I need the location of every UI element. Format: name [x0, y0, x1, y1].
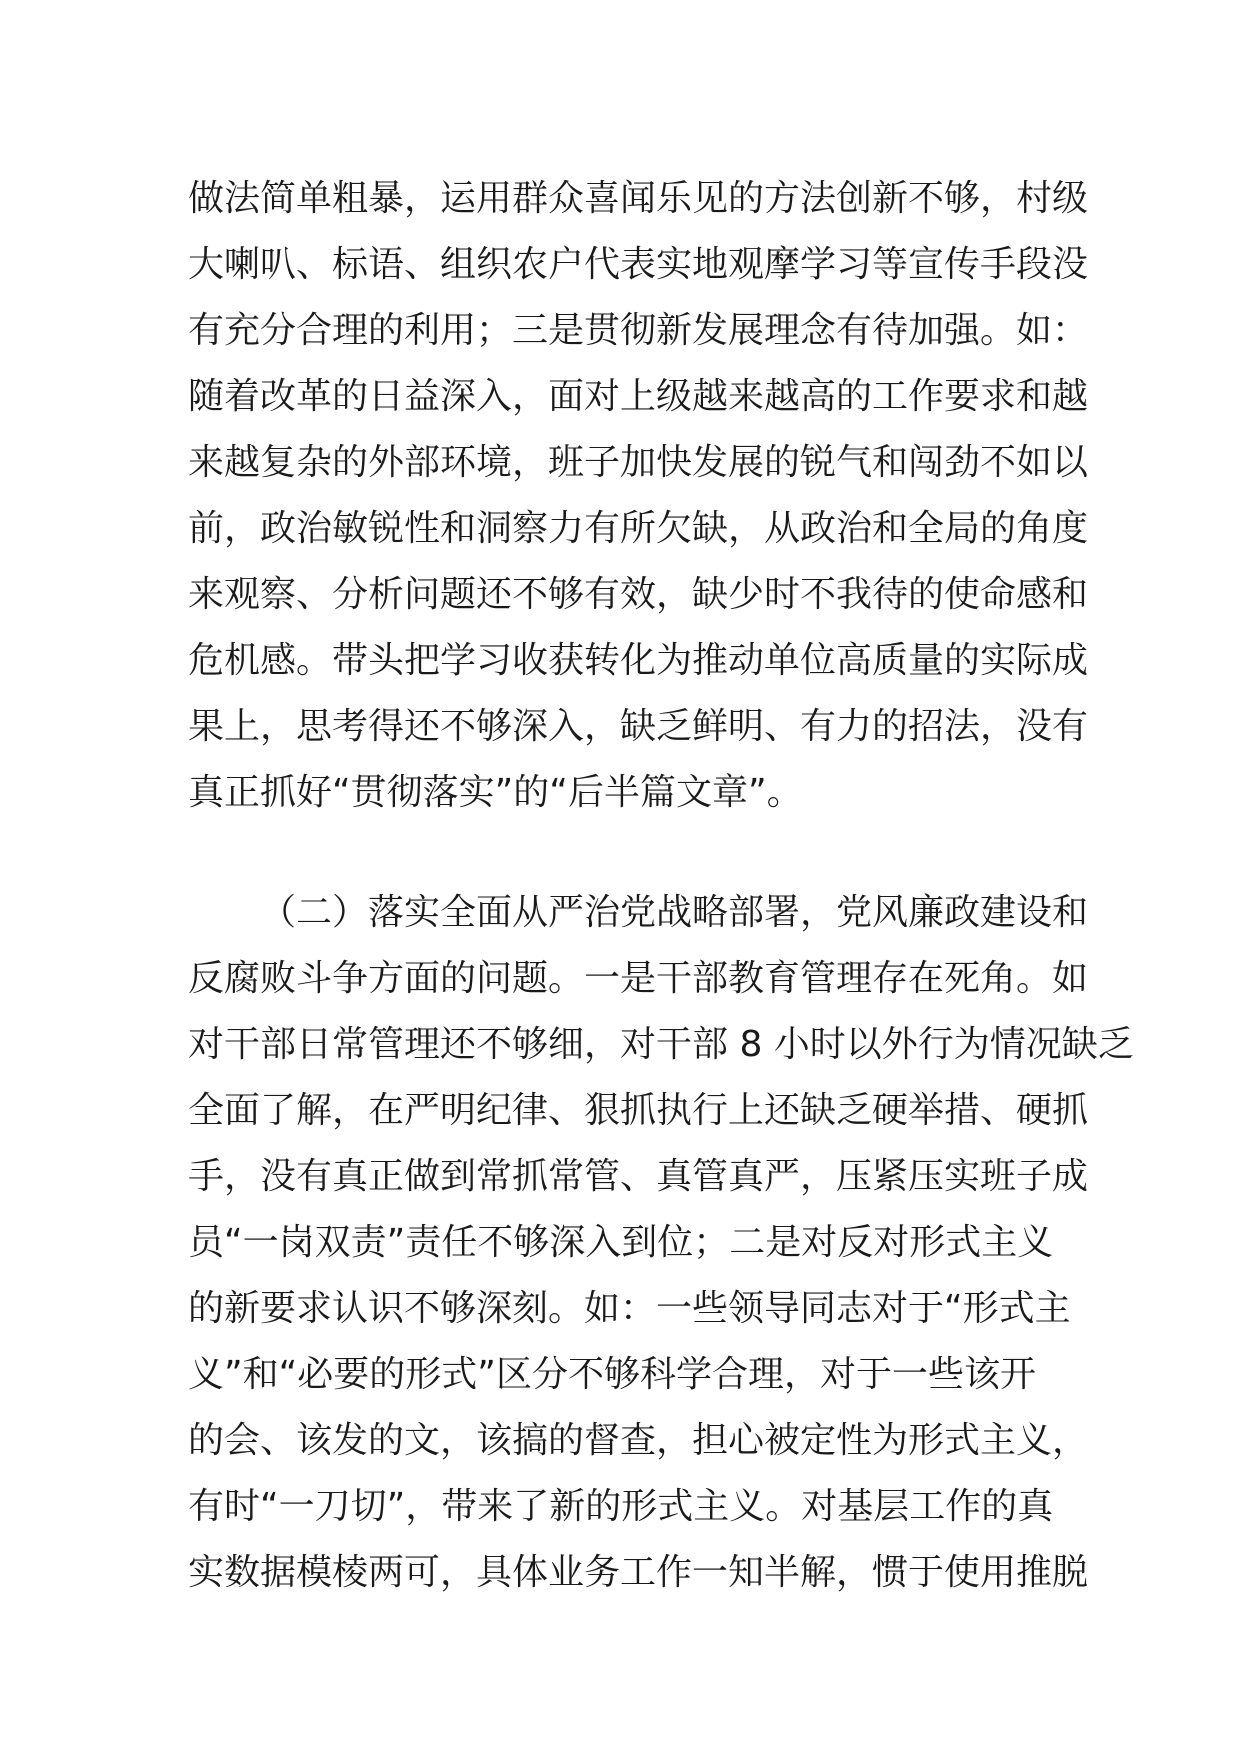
paragraph-line: 有时“一刀切”，带来了新的形式主义。对基层工作的真 [188, 1486, 1054, 1527]
paragraph-line: 来观察、分析问题还不够有效，缺少时不我待的使命感和 [188, 574, 1089, 615]
paragraph-continued [188, 166, 1089, 826]
section-heading-line: （二）落实全面从严治党战略部署，党风廉政建设和 [260, 892, 1089, 933]
paragraph-line: 反腐败斗争方面的问题。一是干部教育管理存在死角。如 [188, 958, 1089, 999]
paragraph-line: 真正抓好“贯彻落实”的“后半篇文章”。 [188, 772, 803, 813]
paragraph-line: 有充分合理的利用；三是贯彻新发展理念有待加强。如： [188, 310, 1089, 351]
paragraph-line: 对干部日常管理还不够细，对干部 8 小时以外行为情况缺乏 [188, 1024, 1134, 1065]
paragraph-line: 实数据模棱两可，具体业务工作一知半解，惯于使用推脱 [188, 1552, 1089, 1593]
paragraph-line: 来越复杂的外部环境，班子加快发展的锐气和闯劲不如以 [188, 442, 1089, 483]
section-paragraph [188, 880, 1134, 1606]
paragraph-line: 手，没有真正做到常抓常管、真管真严，压紧压实班子成 [188, 1156, 1089, 1197]
paragraph-line: 大喇叭、标语、组织农户代表实地观摩学习等宣传手段没 [188, 244, 1089, 285]
paragraph-line: 的会、该发的文，该搞的督查，担心被定性为形式主义， [188, 1420, 1089, 1461]
paragraph-line: 全面了解，在严明纪律、狠抓执行上还缺乏硬举措、硬抓 [188, 1090, 1089, 1131]
paragraph-line: 的新要求认识不够深刻。如：一些领导同志对于“形式主 [188, 1288, 1071, 1329]
paragraph-line: 随着改革的日益深入，面对上级越来越高的工作要求和越 [188, 376, 1089, 417]
paragraph-line: 义”和“必要的形式”区分不够科学合理，对于一些该开 [188, 1354, 1036, 1395]
paragraph-line: 果上，思考得还不够深入，缺乏鲜明、有力的招法，没有 [188, 706, 1089, 747]
paragraph-line: 员“一岗双责”责任不够深入到位；二是对反对形式主义 [188, 1222, 1054, 1263]
paragraph-line: 危机感。带头把学习收获转化为推动单位高质量的实际成 [188, 640, 1089, 681]
paragraph-line: 做法简单粗暴，运用群众喜闻乐见的方法创新不够，村级 [188, 178, 1089, 219]
paragraph-line: 前，政治敏锐性和洞察力有所欠缺，从政治和全局的角度 [188, 508, 1089, 549]
